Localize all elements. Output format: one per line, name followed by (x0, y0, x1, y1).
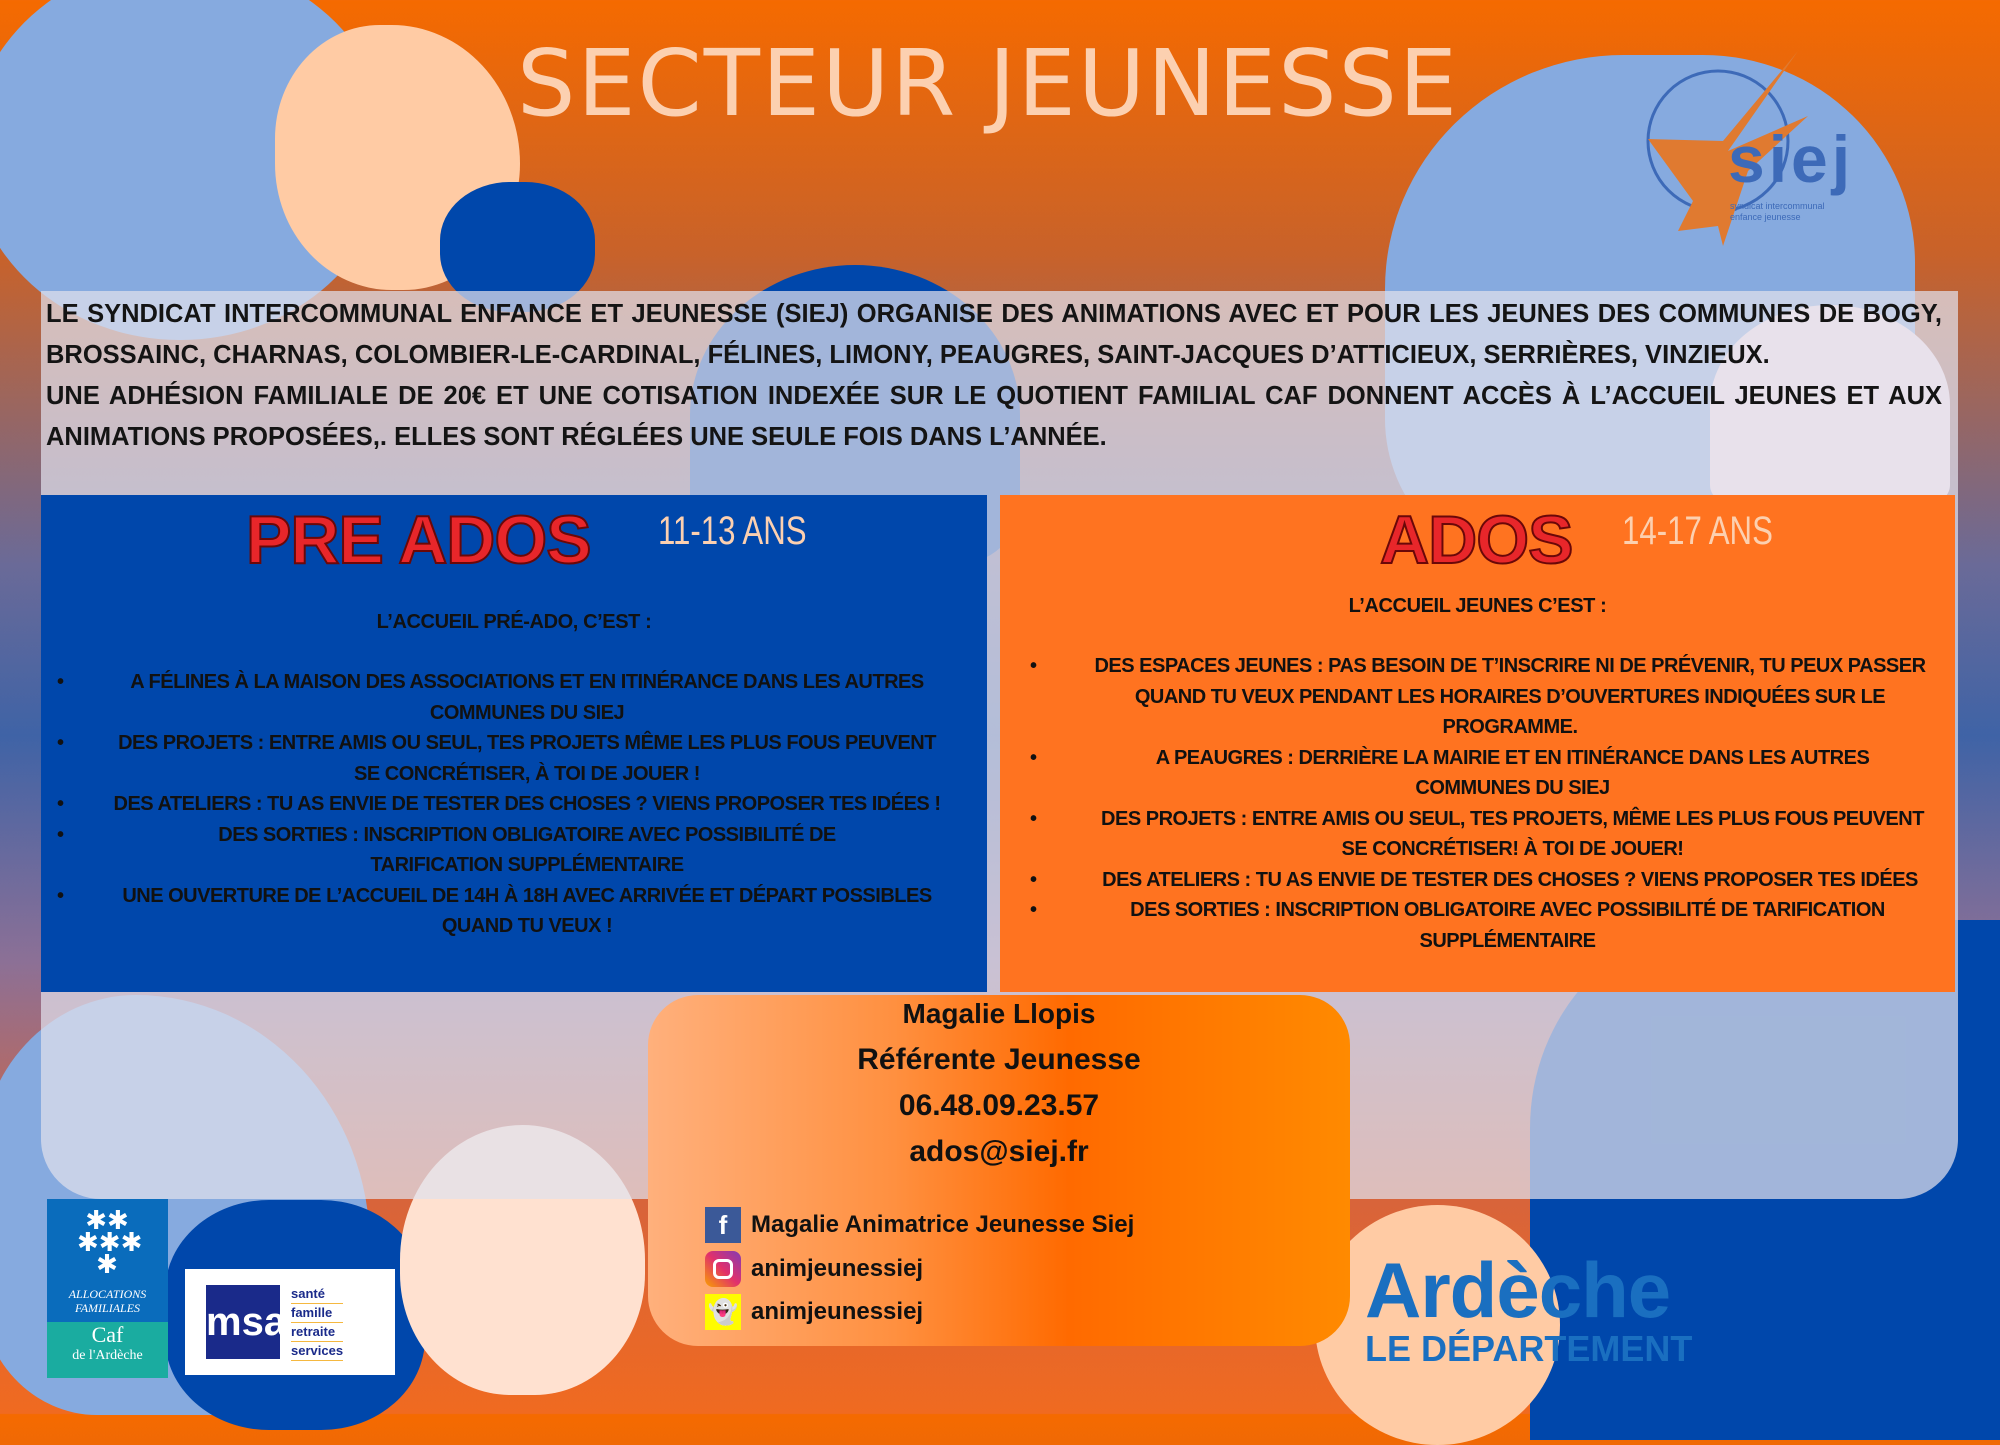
ados-title: ADOS (1380, 502, 1573, 578)
ados-panel (1000, 495, 1955, 992)
preados-age: 11-13 ANS (658, 509, 807, 553)
list-item: • DES PROJETS : ENTRE AMIS OU SEUL, TES PROJETS, MÊME LES PLUS FOUS PEUVENT SE CONCRÉTISER! À TOI DE JOUER! (1030, 804, 1945, 865)
contact-name: Magalie Llopis (902, 998, 1096, 1029)
contact-card (648, 995, 1350, 1346)
list-item: • DES ATELIERS : TU AS ENVIE DE TESTER DES CHOSES ? VIENS PROPOSER TES IDÉES (1030, 865, 1945, 896)
preados-title: PRE ADOS (246, 502, 591, 578)
facebook-icon: f (705, 1207, 741, 1243)
instagram-icon (705, 1251, 741, 1287)
ardeche-logo: Ardèche LE DÉPARTEMENT (1365, 1246, 1693, 1369)
intro-text: LE SYNDICAT INTERCOMMUNAL ENFANCE ET JEUNESSE (SIEJ) ORGANISE DES ANIMATIONS AVEC ET POUR LES JEUNES DES COMMUNES DE BOGY, BROSSAINC, CHARNAS, COLOMBIER-LE-CARDINAL, FÉLINES, LIMONY, PEAUGRES, SAINT-JACQUES D’ATTICIEUX, SERRIÈRES, VINZIEUX. UNE ADHÉSION FAMILIALE DE 20€ ET UNE COTISATION INDEXÉE SUR LE QUOTIENT FAMILIAL CAF DONNENT ACCÈS À L’ACCUEIL JEUNES ET AUX ANIMATIONS PROPOSÉES,. ELLES SONT RÉGLÉES UNE SEULE FOIS DANS L’ANNÉE. (46, 300, 1942, 451)
list-item: • DES SORTIES : INSCRIPTION OBLIGATOIRE AVEC POSSIBILITÉ DE TARIFICATION SUPPLÉMENTAIRE (1030, 895, 1945, 956)
siej-logo: siej syndicat intercommunal enfance jeunesse (1633, 51, 1853, 246)
msa-logo: msa santé famille retraite services (185, 1269, 395, 1375)
social-instagram[interactable]: animjeunessiej (705, 1251, 923, 1287)
caf-band: Caf de l'Ardèche (47, 1322, 168, 1378)
preados-list (57, 667, 982, 942)
list-item: • DES SORTIES : INSCRIPTION OBLIGATOIRE AVEC POSSIBILITÉ DE TARIFICATION SUPPLÉMENTAIRE (57, 820, 982, 881)
list-item: • A PEAUGRES : DERRIÈRE LA MAIRIE ET EN ITINÉRANCE DANS LES AUTRES COMMUNES DU SIEJ (1030, 743, 1945, 804)
social-facebook[interactable]: f Magalie Animatrice Jeunesse Siej (705, 1207, 1134, 1243)
ados-age: 14-17 ANS (1622, 509, 1773, 553)
contact-email[interactable]: ados@siej.fr (909, 1135, 1089, 1168)
page-title: SECTEUR JEUNESSE (516, 30, 1460, 137)
ados-list (1030, 651, 1945, 956)
preados-panel (41, 495, 987, 992)
contact-phone[interactable]: 06.48.09.23.57 (898, 1089, 1100, 1122)
list-item: • UNE OUVERTURE DE L’ACCUEIL DE 14H À 18H AVEC ARRIVÉE ET DÉPART POSSIBLES QUAND TU VEUX ! (57, 881, 982, 942)
preados-subtitle: L’ACCUEIL PRÉ-ADO, C’EST : (376, 611, 652, 633)
ados-subtitle: L’ACCUEIL JEUNES C’EST : (1348, 595, 1607, 617)
snapchat-icon: 👻 (705, 1294, 741, 1330)
caf-logo: ✱✱ ✱✱✱ ✱ ALLOCATIONS FAMILIALES Caf de l'Ardèche (47, 1199, 168, 1378)
list-item: • DES PROJETS : ENTRE AMIS OU SEUL, TES PROJETS MÊME LES PLUS FOUS PEUVENT SE CONCRÉTISER, À TOI DE JOUER ! (57, 728, 982, 789)
list-item: • A FÉLINES À LA MAISON DES ASSOCIATIONS ET EN ITINÉRANCE DANS LES AUTRES COMMUNES DU SIEJ (57, 667, 982, 728)
contact-role: Référente Jeunesse (857, 1043, 1141, 1076)
list-item: • DES ESPACES JEUNES : PAS BESOIN DE T’INSCRIRE NI DE PRÉVENIR, TU PEUX PASSER QUAND TU VEUX PENDANT LES HORAIRES D’OUVERTURES INDIQUÉES SUR LE PROGRAMME. (1030, 651, 1945, 743)
social-snapchat[interactable]: 👻 animjeunessiej (705, 1294, 923, 1330)
caf-people-icon: ✱✱ ✱✱✱ ✱ (77, 1205, 143, 1279)
list-item: • DES ATELIERS : TU AS ENVIE DE TESTER DES CHOSES ? VIENS PROPOSER TES IDÉES ! (57, 789, 982, 820)
